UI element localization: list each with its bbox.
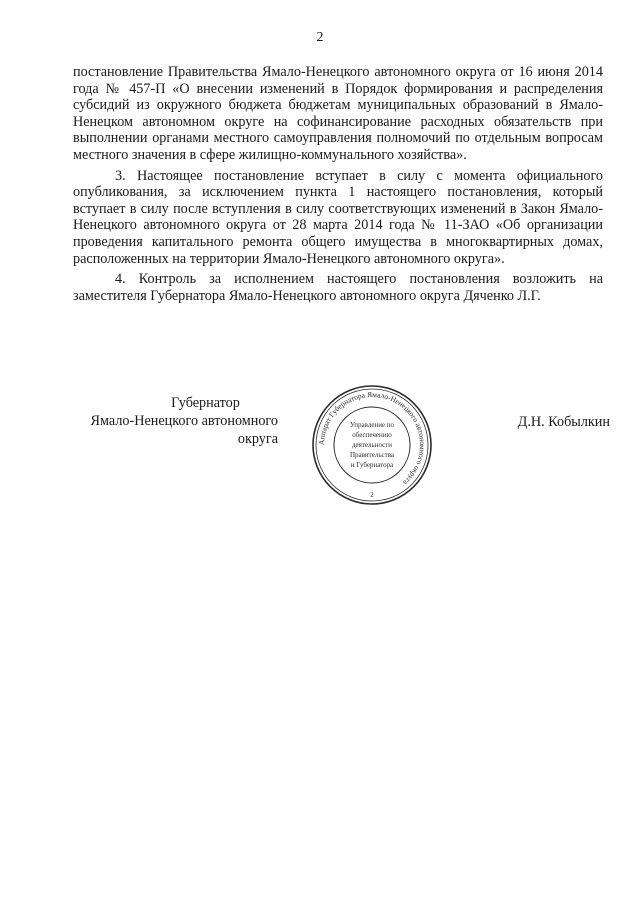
- paragraph-continuation: постановление Правительства Ямало-Ненецкого автономного округа от 16 июня 2014 года № 457-П «О внесении изменений в Порядок формирования и распределения субсидий из окружного бюджета бюджетам муниципальных образований в Ямало-Ненецком автономном округе на софинансирование расходных обязательств при выполнении органами местного самоуправления полномочий по отдельным вопросам местного значения в сфере жилищно-коммунального хозяйства».: [73, 64, 603, 163]
- stamp-line-4: Правительства: [349, 451, 395, 459]
- stamp-line-1: Управление по: [349, 421, 395, 429]
- stamp-number: 2: [370, 491, 374, 499]
- signatory-title: [73, 394, 278, 448]
- page-number: 2: [316, 30, 324, 45]
- stamp-line-2: обеспечению: [352, 431, 392, 439]
- signatory-title-line1: Губернатор: [171, 395, 240, 411]
- official-seal-stamp: [310, 383, 434, 507]
- paragraph-3: 3. Настоящее постановление вступает в силу с момента официального опубликования, за исключением пункта 1 настоящего постановления, который вступает в силу после вступления в силу соответствующих изменений в Закон Ямало-Ненецкого автономного округа от 28 марта 2014 года № 11-ЗАО «Об организации проведения капитального ремонта общего имущества в многоквартирных домах, расположенных на территории Ямало-Ненецкого автономного округа».: [73, 167, 603, 267]
- paragraph-4: 4. Контроль за исполнением настоящего постановления возложить на заместителя Губернатора Ямало-Ненецкого автономного округа Дяченко Л.Г.: [73, 271, 603, 304]
- document-body: [73, 64, 603, 304]
- stamp-line-3: деятельности: [351, 441, 393, 449]
- stamp-line-5: и Губернатора: [350, 461, 394, 469]
- signatory-title-line2: Ямало-Ненецкого автономного округа: [90, 413, 278, 447]
- stamp-outer-text: Аппарат Губернатора Ямало-Ненецкого автономного округа: [316, 389, 428, 488]
- signatory-name: Д.Н. Кобылкин: [517, 414, 610, 430]
